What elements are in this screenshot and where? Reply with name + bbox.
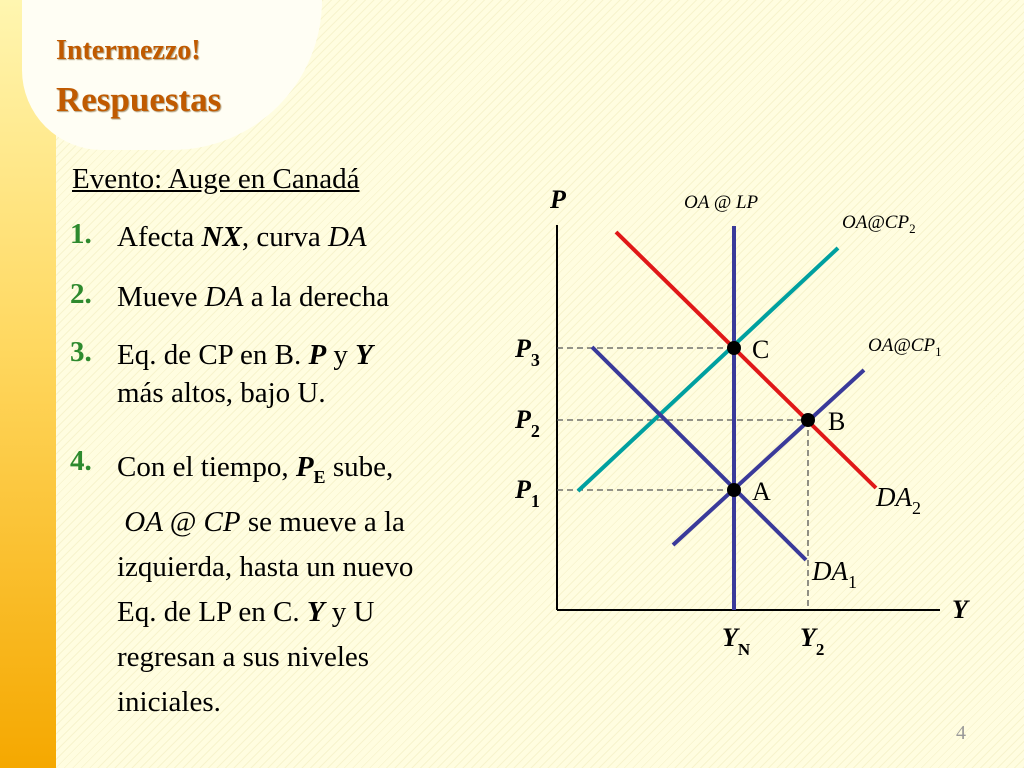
axis-label-y: Y bbox=[952, 595, 968, 624]
page-number: 4 bbox=[956, 722, 966, 744]
point-a-marker bbox=[727, 483, 741, 497]
label-p3: $P_3$ bbox=[515, 334, 540, 370]
item-3-text: Eq. de CP en B. P y Y más altos, bajo U. bbox=[117, 339, 373, 409]
point-c-marker bbox=[727, 341, 741, 355]
item-2-text: Mueve DA a la derecha bbox=[117, 281, 390, 313]
item-4-text: Con el tiempo, $P_E$ sube, OA @ CP se mueve a la izquierda, hasta un nuevo Eq. de LP en C. Y y U regresan a sus niveles iniciales. bbox=[117, 451, 414, 718]
axis-label-p: P bbox=[550, 185, 566, 214]
item-1-text: Afecta NX, curva DA bbox=[117, 221, 367, 253]
label-oa-cp1: $OA@CP_1$ bbox=[868, 335, 942, 359]
item-1-number: 1. bbox=[70, 218, 92, 250]
item-2-number: 2. bbox=[70, 278, 92, 310]
label-yn: $Y_N$ bbox=[722, 623, 751, 659]
label-oa-cp2: $OA@CP_2$ bbox=[842, 212, 916, 236]
label-oa-lp: OA @ LP bbox=[684, 192, 759, 213]
da2-curve bbox=[616, 232, 876, 488]
slide-title: Respuestas bbox=[56, 80, 222, 119]
label-da2: $DA_2$ bbox=[876, 482, 921, 518]
label-p2: $P_2$ bbox=[515, 405, 540, 441]
label-da1: $DA_1$ bbox=[812, 556, 857, 592]
label-point-a: A bbox=[752, 477, 771, 506]
item-3-number: 3. bbox=[70, 336, 92, 368]
item-4-number: 4. bbox=[70, 445, 92, 477]
slide-kicker: Intermezzo! bbox=[56, 35, 201, 66]
event-heading: Evento: Auge en Canadá bbox=[72, 163, 360, 195]
label-p1: $P_1$ bbox=[515, 475, 540, 511]
label-y2: $Y_2$ bbox=[800, 623, 825, 659]
label-point-b: B bbox=[828, 407, 846, 436]
label-point-c: C bbox=[752, 335, 770, 364]
point-b-marker bbox=[801, 413, 815, 427]
